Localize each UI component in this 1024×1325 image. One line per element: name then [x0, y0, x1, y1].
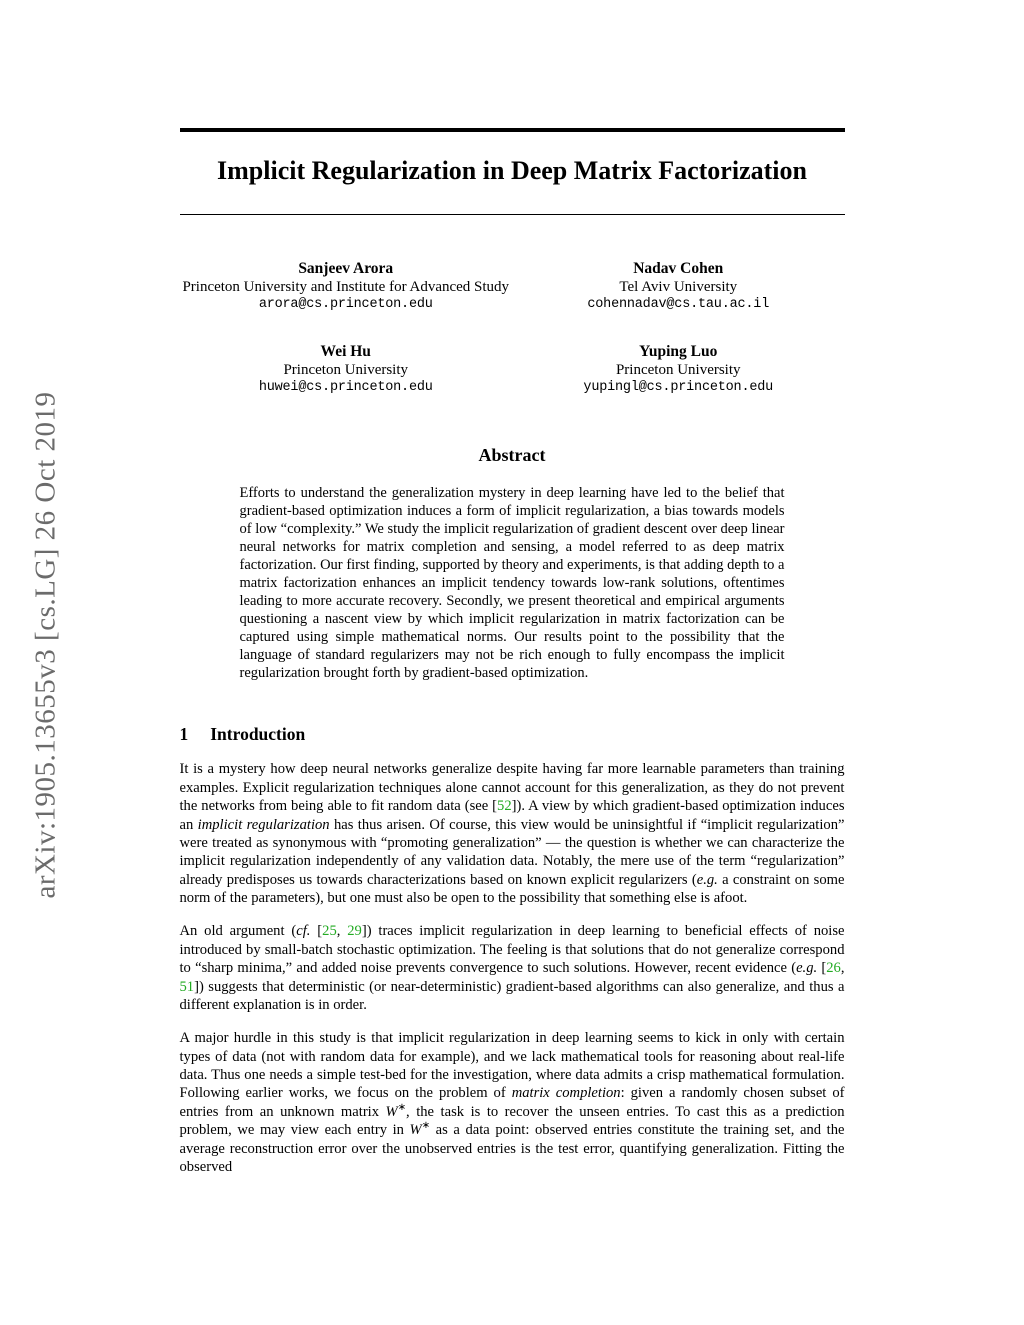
- text-segment: cf.: [296, 923, 311, 940]
- author-affiliation: Tel Aviv University: [619, 279, 738, 296]
- paragraph: [180, 760, 845, 907]
- paper-title: Implicit Regularization in Deep Matrix Factorization: [217, 156, 807, 185]
- abstract-text: Efforts to understand the generalization mystery in deep learning have led to the belief that gradient-based optimization induces a form of implicit regularization, a bias towards models of low “complexity.” We study the implicit regularization of gradient descent over deep linear neural networks for matrix completion and sensing, a model referred to as deep matrix factorization. Our first finding, supported by theory and experiments, is that adding depth to a matrix factorization enhances an implicit tendency towards low-rank solutions, oftentimes leading to more accurate recovery. Secondly, we present theoretical and empirical arguments questioning a nascent view by which implicit regularization in matrix factorization can be captured using simple mathematical norms. Our results point to the possibility that the language of standard regularizers may not be rich enough to fully encompass the implicit regularization brought forth by gradient-based optimization.: [239, 484, 785, 682]
- author-affiliation: Princeton University: [283, 362, 409, 379]
- text-segment: An old argument (: [179, 923, 297, 940]
- author-name: Sanjeev Arora: [298, 259, 394, 277]
- text-segment: [: [310, 923, 323, 940]
- author-name: Nadav Cohen: [633, 259, 724, 277]
- text-segment: matrix completion: [511, 1085, 621, 1102]
- title-rule-top: [180, 128, 845, 132]
- author-block: [512, 342, 845, 397]
- citation-link[interactable]: 52: [497, 798, 512, 815]
- abstract-heading: Abstract: [478, 444, 546, 465]
- author-block: [180, 342, 513, 397]
- citation-link[interactable]: 51: [179, 978, 195, 995]
- author-email: cohennadav@cs.tau.ac.il: [587, 297, 770, 313]
- section-number: 1: [179, 724, 189, 745]
- paper-page: [180, 0, 845, 1176]
- text-segment: e.g.: [696, 871, 718, 888]
- text-segment: ,: [336, 923, 348, 940]
- citation-link[interactable]: 26: [826, 960, 841, 977]
- author-affiliation: Princeton University: [615, 362, 741, 379]
- text-segment: W: [385, 1103, 398, 1120]
- text-segment: ]) suggests that deterministic (or near-deterministic) gradient-based algorithms can also generalize, and thus a different explanation is in order.: [179, 978, 845, 1013]
- text-segment: ]). A view by which gradient-based optimization induces an: [179, 798, 845, 833]
- author-block: [180, 259, 513, 314]
- author-name: Yuping Luo: [639, 342, 718, 360]
- paragraph: [180, 1029, 845, 1176]
- author-name: Wei Hu: [320, 342, 371, 360]
- text-segment: It is a mystery how deep neural networks generalize despite having far more learnable parameters than training examples. Explicit regularization techniques alone cannot account for this generalization, as they do not prevent the networks from being able to fit random data (see [: [179, 761, 845, 815]
- text-segment: implicit regularization: [197, 816, 330, 833]
- citation-link[interactable]: 25: [322, 923, 337, 940]
- text-segment: A major hurdle in this study is that implicit regularization in deep learning seems to kick in only with certain types of data (not with random data for example), and we lack mathematical tools for reasoning about real-life data. Thus one needs a simple test-bed for the investigation, where data admits a crisp mathematical formulation. Following earlier works, we focus on the problem of: [179, 1030, 845, 1102]
- text-segment: [: [817, 960, 827, 977]
- text-segment: W: [409, 1122, 422, 1139]
- author-email: yupingl@cs.princeton.edu: [583, 380, 774, 396]
- author-email: huwei@cs.princeton.edu: [258, 380, 433, 396]
- text-segment: ∗: [421, 1120, 431, 1132]
- text-segment: , the task is to recover the unseen entries. To cast this as a prediction problem, we may view each entry in: [179, 1103, 845, 1139]
- title-rule-bottom: [180, 214, 845, 215]
- text-segment: a constraint on some norm of the parameters), but one must also be open to the possibility that something else is afoot.: [179, 871, 845, 907]
- citation-link[interactable]: 29: [347, 923, 362, 940]
- text-segment: ]) traces implicit regularization in deep learning to beneficial effects of noise introduced by small-batch stochastic optimization. The feeling is that solutions that do not generalize correspond to “sharp minima,” and added noise prevents convergence to such solutions. However, recent evidence (: [179, 923, 845, 977]
- author-affiliation: Princeton University and Institute for Advanced Study: [182, 279, 510, 296]
- text-segment: e.g.: [796, 960, 818, 977]
- text-segment: : given a randomly chosen subset of entries from an unknown matrix: [179, 1085, 845, 1120]
- paragraph: [180, 922, 845, 1014]
- author-block: [512, 259, 845, 314]
- text-segment: has thus arisen. Of course, this view would be uninsightful if “implicit regularization” were treated as synonymous with “promoting generalization” — the question is whether we can characterize the implicit regularization independently of any validation data. Notably, the mere use of the term “regularization” already predisposes us towards characterizations based on known explicit regularizers (: [179, 816, 845, 888]
- authors-block: [180, 259, 845, 397]
- text-segment: as a data point: observed entries constitute the training set, and the average reconstruction error over the unobserved entries is the test error, quantifying generalization. Fitting the observed: [179, 1122, 845, 1175]
- author-email: arora@cs.princeton.edu: [258, 297, 433, 313]
- arxiv-stamp: arXiv:1905.13655v3 [cs.LG] 26 Oct 2019: [29, 391, 62, 899]
- section-heading-introduction: [180, 724, 845, 745]
- section-title: Introduction: [210, 724, 306, 745]
- text-segment: ∗: [397, 1101, 407, 1113]
- text-segment: ,: [840, 960, 845, 977]
